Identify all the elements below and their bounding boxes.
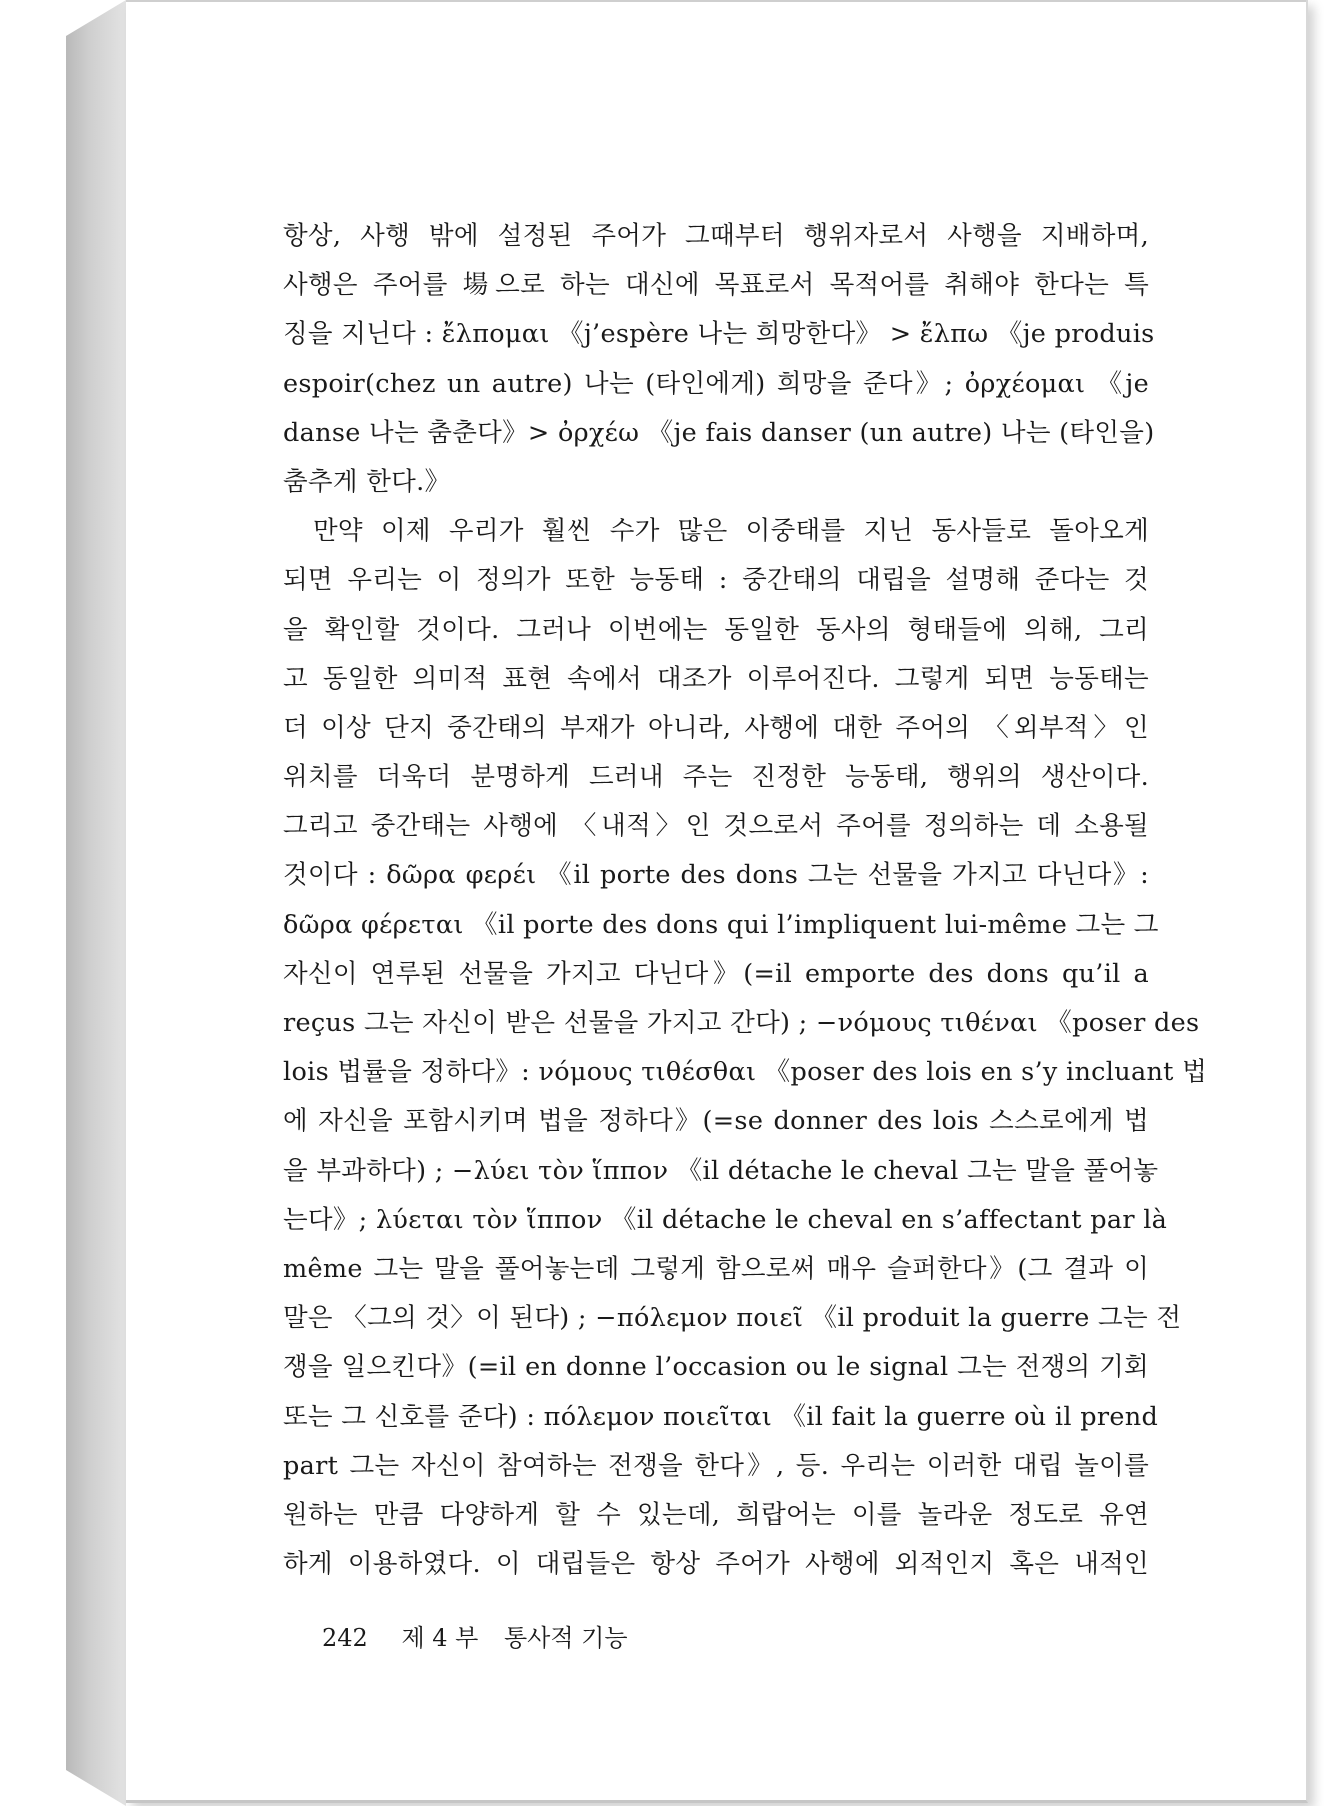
- page-edge: [126, 0, 1306, 2]
- text-line: 을 확인할 것이다. 그러나 이번에는 동일한 동사의 형태들에 의해, 그리: [283, 614, 1149, 645]
- text-line: 징을 지닌다 : ἔλπομαι 《j’espère 나는 희망한다》 > ἔλπω 《je produis: [283, 319, 1155, 350]
- text-line: danse 나는 춤춘다》> ὀρχέω 《je fais danser (un autre) 나는 (타인을): [283, 417, 1155, 448]
- text-line: reçus 그는 자신이 받은 선물을 가지고 간다) ; −νόμους τιθέναι 《poser des: [283, 1008, 1200, 1038]
- text-line: 춤추게 한다.》: [283, 466, 451, 497]
- text-line: 더 이상 단지 중간태의 부재가 아니라, 사행에 대한 주어의 〈외부적〉인: [283, 712, 1149, 743]
- text-line: 쟁을 일으킨다》(=il en donne l’occasion ou le signal 그는 전쟁의 기회: [283, 1352, 1149, 1383]
- book-spine: [66, 0, 126, 1806]
- text-line: espoir(chez un autre) 나는 (타인에게) 희망을 준다》; ὀρχέομαι 《je: [283, 368, 1149, 399]
- text-line: 그리고 중간태는 사행에 〈내적〉인 것으로서 주어를 정의하는 데 소용될: [283, 811, 1149, 842]
- text-line: 위치를 더욱더 분명하게 드러내 주는 진정한 능동태, 행위의 생산이다.: [283, 762, 1149, 793]
- running-section: 통사적 기능: [504, 1624, 628, 1652]
- text-line: 는다》; λύεται τὸν ἵππον 《il détache le cheval en s’affectant par là: [283, 1204, 1168, 1235]
- page-footer: [322, 1618, 628, 1653]
- text-line: part 그는 자신이 참여하는 전쟁을 한다》, 등. 우리는 이러한 대립 놀이를: [283, 1450, 1149, 1481]
- text-line: 사행은 주어를 場으로 하는 대신에 목표로서 목적어를 취해야 한다는 특: [283, 270, 1149, 301]
- text-line: 되면 우리는 이 정의가 또한 능동태 : 중간태의 대립을 설명해 준다는 것: [283, 565, 1149, 596]
- text-line: lois 법률을 정하다》: νόμους τιθέσθαι 《poser des lois en s’y incluant 법: [283, 1057, 1208, 1088]
- text-line: 말은 〈그의 것〉이 된다) ; −πόλεμον ποιεῖ 《il produit la guerre 그는 전: [283, 1303, 1182, 1334]
- text-line: 하게 이용하였다. 이 대립들은 항상 주어가 사행에 외적인지 혹은 내적인: [283, 1549, 1149, 1580]
- text-line: 고 동일한 의미적 표현 속에서 대조가 이루어진다. 그렇게 되면 능동태는: [283, 663, 1149, 694]
- text-line: même 그는 말을 풀어놓는데 그렇게 함으로써 매우 슬퍼한다》(그 결과 이: [283, 1253, 1149, 1284]
- text-line: δῶρα φέρεται 《il porte des dons qui l’impliquent lui-même 그는 그: [283, 909, 1159, 940]
- text-line: 에 자신을 포함시키며 법을 정하다》(=se donner des lois 스스로에게 법: [283, 1106, 1149, 1137]
- paragraph-first-line: 만약 이제 우리가 훨씬 수가 많은 이중태를 지닌 동사들로 돌아오게: [313, 516, 1149, 547]
- text-line: 자신이 연루된 선물을 가지고 다닌다》(=il emporte des dons qu’il a: [283, 958, 1149, 989]
- text-line: 항상, 사행 밖에 설정된 주어가 그때부터 행위자로서 사행을 지배하며,: [283, 221, 1149, 251]
- running-part: 제 4 부: [401, 1624, 479, 1652]
- page-number: 242: [322, 1624, 368, 1652]
- body-text: [283, 212, 1208, 1589]
- text-line: 또는 그 신호를 준다) : πόλεμον ποιεῖται 《il fait la guerre où il prend: [283, 1401, 1159, 1432]
- text-line: 원하는 만큼 다양하게 할 수 있는데, 희랍어는 이를 놀라운 정도로 유연: [283, 1499, 1149, 1530]
- text-line: 것이다 : δῶρα φερέι 《il porte des dons 그는 선물을 가지고 다닌다》:: [283, 860, 1149, 891]
- text-line: 을 부과하다) ; −λύει τὸν ἵππον 《il détache le cheval 그는 말을 풀어놓: [283, 1155, 1159, 1186]
